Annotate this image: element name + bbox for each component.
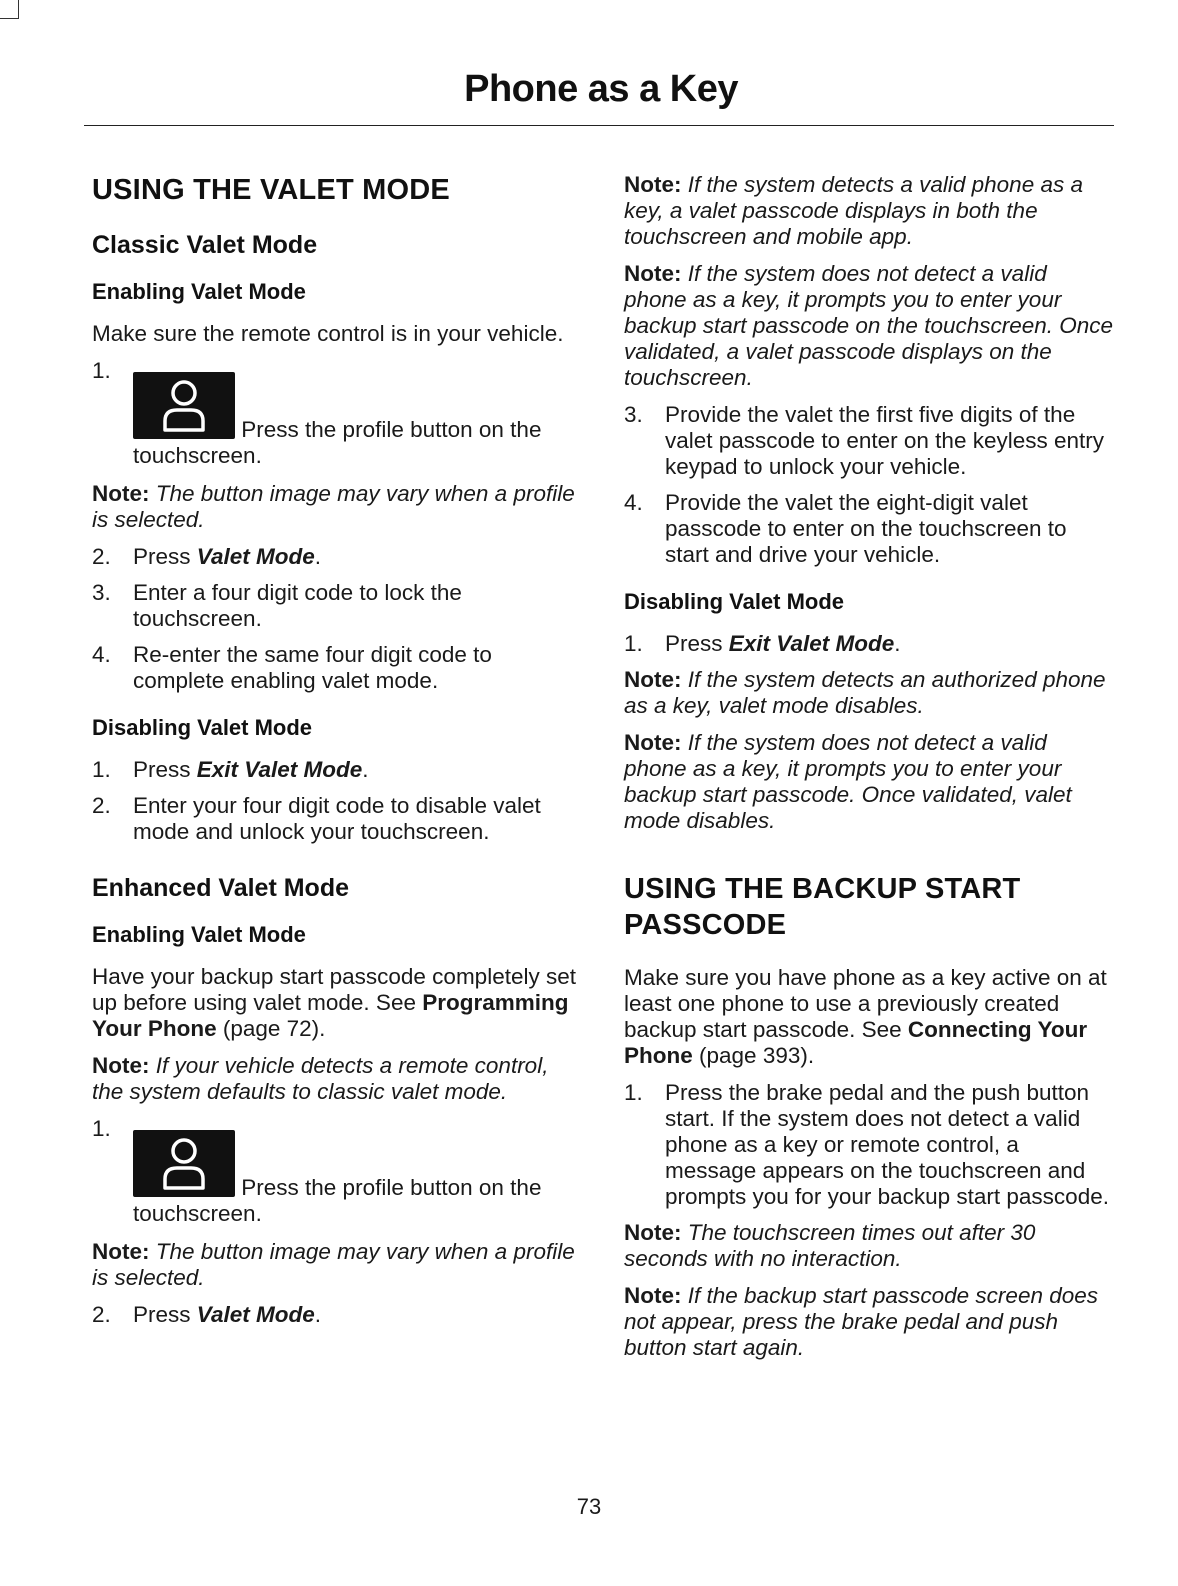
note-text: If your vehicle detects a remote control, the system defaults to classic valet mode. xyxy=(92,1053,549,1104)
step-text xyxy=(133,1302,582,1328)
step-text: Press the profile button on the touchscreen. xyxy=(133,417,542,468)
step-text-emphasis: Valet Mode xyxy=(196,1302,315,1327)
intro-phone-as-key-active xyxy=(624,965,1114,1069)
note-no-valid-phone xyxy=(624,261,1114,391)
note-text: The button image may vary when a profile is selected. xyxy=(92,1239,575,1290)
step-number: 1. xyxy=(92,757,111,782)
note-button-image xyxy=(92,481,582,533)
left-column xyxy=(92,172,582,1338)
step-1-brake-pedal xyxy=(624,1080,1114,1210)
step-text-emphasis: Valet Mode xyxy=(196,544,315,569)
step-text: Re-enter the same four digit code to complete enabling valet mode. xyxy=(133,642,492,693)
step-1-profile-button-enhanced xyxy=(92,1116,582,1227)
note-button-image-enhanced xyxy=(92,1239,582,1291)
step-number: 2. xyxy=(92,544,111,569)
step-4-eight-digit-passcode xyxy=(624,490,1114,568)
heading-enhanced-valet-mode: Enhanced Valet Mode xyxy=(92,874,350,902)
step-text xyxy=(133,757,582,783)
step-text: Provide the valet the eight-digit valet passcode to enter on the touchscreen to start and drive your vehicle. xyxy=(665,490,1067,567)
note-authorized-phone xyxy=(624,667,1114,719)
note-no-valid-phone-disable xyxy=(624,730,1114,834)
step-number: 3. xyxy=(624,402,643,427)
note-touchscreen-timeout xyxy=(624,1220,1114,1272)
note-label: Note: xyxy=(624,730,682,755)
note-text: If the system does not detect a valid phone as a key, it prompts you to enter your backup start passcode. Once validated, valet mode disables. xyxy=(624,730,1072,833)
step-number: 3. xyxy=(92,580,111,605)
cross-reference-link: Connecting Your Phone xyxy=(624,1017,1088,1068)
intro-remote-control: Make sure the remote control is in your vehicle. xyxy=(92,321,564,346)
step-3-enter-code xyxy=(92,580,582,632)
step-text: Press the profile button on the touchscreen. xyxy=(133,1175,542,1226)
page-title: Phone as a Key xyxy=(464,68,738,110)
step-text-emphasis: Exit Valet Mode xyxy=(728,631,895,656)
step-number: 1. xyxy=(624,1080,643,1105)
step-text: Enter a four digit code to lock the touchscreen. xyxy=(133,580,462,631)
step-1-exit-valet-mode xyxy=(92,757,582,783)
step-3-first-five-digits xyxy=(624,402,1114,480)
step-body xyxy=(92,372,582,469)
intro-text: Make sure you have phone as a key active on at least one phone to use a previously created backup start passcode. See xyxy=(624,965,1107,1042)
step-number: 2. xyxy=(92,1302,111,1327)
crop-mark xyxy=(0,0,19,19)
step-text-post: . xyxy=(314,544,321,569)
section-title-valet-mode: USING THE VALET MODE xyxy=(92,174,450,206)
cross-reference-link: Programming Your Phone xyxy=(92,990,569,1041)
step-2-valet-mode xyxy=(92,544,582,570)
note-label: Note: xyxy=(624,172,682,197)
profile-icon xyxy=(133,1130,235,1197)
step-1-profile-button xyxy=(92,358,582,469)
step-2-disable-code xyxy=(92,793,582,845)
note-valid-phone xyxy=(624,172,1114,250)
heading-enabling-valet-mode-enhanced: Enabling Valet Mode xyxy=(92,922,306,947)
step-text-emphasis: Exit Valet Mode xyxy=(196,757,363,782)
note-passcode-screen xyxy=(624,1283,1114,1361)
page-number: 73 xyxy=(576,1494,602,1519)
step-text xyxy=(665,631,1114,657)
note-label: Note: xyxy=(92,481,150,506)
section-title-backup-passcode: USING THE BACKUP START PASSCODE xyxy=(624,873,1021,941)
step-text-pre: Press xyxy=(133,1302,197,1327)
step-text-pre: Press xyxy=(133,544,197,569)
profile-icon xyxy=(133,372,235,439)
heading-enabling-valet-mode: Enabling Valet Mode xyxy=(92,279,306,304)
note-text: If the system does not detect a valid phone as a key, it prompts you to enter your backup start passcode on the touchscreen. Once validated, a valet passcode displays on the touchscreen. xyxy=(624,261,1114,390)
step-text xyxy=(133,544,582,570)
note-remote-control xyxy=(92,1053,582,1105)
note-label: Note: xyxy=(624,1220,682,1245)
note-text: If the system detects a valid phone as a key, a valet passcode displays in both the touchscreen and mobile app. xyxy=(624,172,1083,249)
step-2-valet-mode-enhanced xyxy=(92,1302,582,1328)
intro-backup-passcode xyxy=(92,964,582,1042)
note-text: If the system detects an authorized phone as a key, valet mode disables. xyxy=(624,667,1106,718)
note-label: Note: xyxy=(624,667,682,692)
note-text: The button image may vary when a profile is selected. xyxy=(92,481,575,532)
note-text: The touchscreen times out after 30 seconds with no interaction. xyxy=(624,1220,1036,1271)
note-label: Note: xyxy=(92,1053,150,1078)
step-number: 4. xyxy=(92,642,111,667)
step-text: Enter your four digit code to disable valet mode and unlock your touchscreen. xyxy=(133,793,541,844)
note-label: Note: xyxy=(624,1283,682,1308)
note-label: Note: xyxy=(92,1239,150,1264)
step-number: 1. xyxy=(92,358,111,383)
right-column xyxy=(624,172,1114,1372)
heading-disabling-valet-mode: Disabling Valet Mode xyxy=(92,715,313,740)
step-number: 1. xyxy=(624,631,643,656)
note-label: Note: xyxy=(624,261,682,286)
step-number: 1. xyxy=(92,1116,111,1141)
heading-disabling-valet-mode-enhanced: Disabling Valet Mode xyxy=(624,589,845,614)
step-number: 2. xyxy=(92,793,111,818)
step-number: 4. xyxy=(624,490,643,515)
step-text-post: . xyxy=(362,757,369,782)
step-body xyxy=(92,1130,582,1227)
note-text: If the backup start passcode screen does not appear, press the brake pedal and push button start again. xyxy=(624,1283,1099,1360)
intro-page-ref: (page 72). xyxy=(216,1016,326,1041)
step-text-post: . xyxy=(894,631,901,656)
heading-classic-valet-mode: Classic Valet Mode xyxy=(92,231,318,259)
intro-page-ref: (page 393). xyxy=(692,1043,815,1068)
step-text-pre: Press xyxy=(665,631,729,656)
step-4-reenter-code xyxy=(92,642,582,694)
step-text: Provide the valet the first five digits of the valet passcode to enter on the keyless entry keypad to unlock your vehicle. xyxy=(665,402,1105,479)
step-1-exit-valet-mode-enhanced xyxy=(624,631,1114,657)
header-rule xyxy=(84,125,1114,126)
step-text-post: . xyxy=(314,1302,321,1327)
intro-text: Have your backup start passcode completely set up before using valet mode. See xyxy=(92,964,576,1015)
step-text-pre: Press xyxy=(133,757,197,782)
step-text: Press the brake pedal and the push button start. If the system does not detect a valid phone as a key or remote control, a message appears on the touchscreen and prompts you for your backup start passcode. xyxy=(665,1080,1109,1209)
